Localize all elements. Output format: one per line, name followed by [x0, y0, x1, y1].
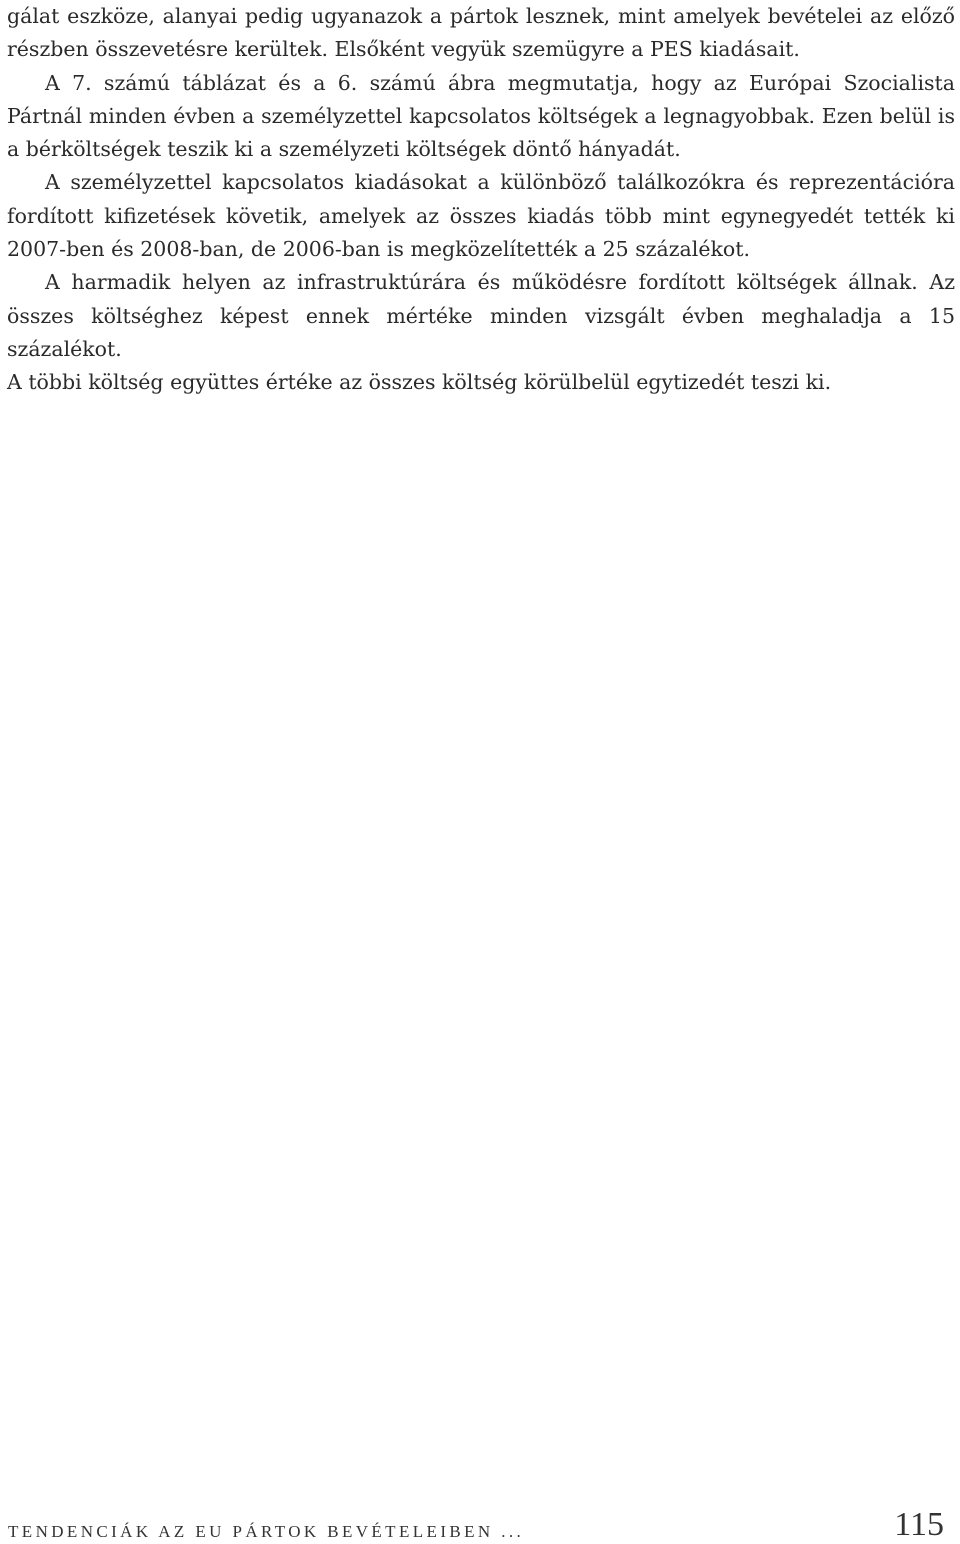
- paragraph-4: A harmadik helyen az infrastruktúrára és működésre fordított költségek állnak. Az összes költséghez képest ennek mértéke minden vizsgált évben meghaladja a 15 százalékot.: [7, 270, 955, 361]
- paragraph-5: A többi költség együttes értéke az összes költség körülbelül egytizedét teszi ki.: [7, 370, 832, 395]
- paragraph-2: A 7. számú táblázat és a 6. számú ábra megmutatja, hogy az Európai Szocialista Pártnál minden évben a személyzettel kapcsolatos költségek a legnagyobbak. Ezen belül is a bérköltségek teszik ki a személyzeti költségek döntő hányadát.: [7, 70, 955, 162]
- paragraph-1: gálat eszköze, alanyai pedig ugyanazok a pártok lesznek, mint amelyek bevételei az előző részben összevetésre kerültek. Elsőként vegyük szemügyre a PES kiadásait.: [7, 4, 955, 62]
- page-number: 115: [894, 1506, 944, 1543]
- paragraph-3: A személyzettel kapcsolatos kiadásokat a különböző találkozókra és reprezentációra fordított kifizetések követik, amelyek az összes kiadás több mint egynegyedét tették ki 2007-ben és 2008-ban, de 2006-ban is megközelítették a 25 százalékot.: [7, 170, 955, 262]
- running-footer-title: TENDENCIÁK AZ EU PÁRTOK BEVÉTELEIBEN ...: [8, 1522, 525, 1541]
- body-text: [7, 0, 955, 400]
